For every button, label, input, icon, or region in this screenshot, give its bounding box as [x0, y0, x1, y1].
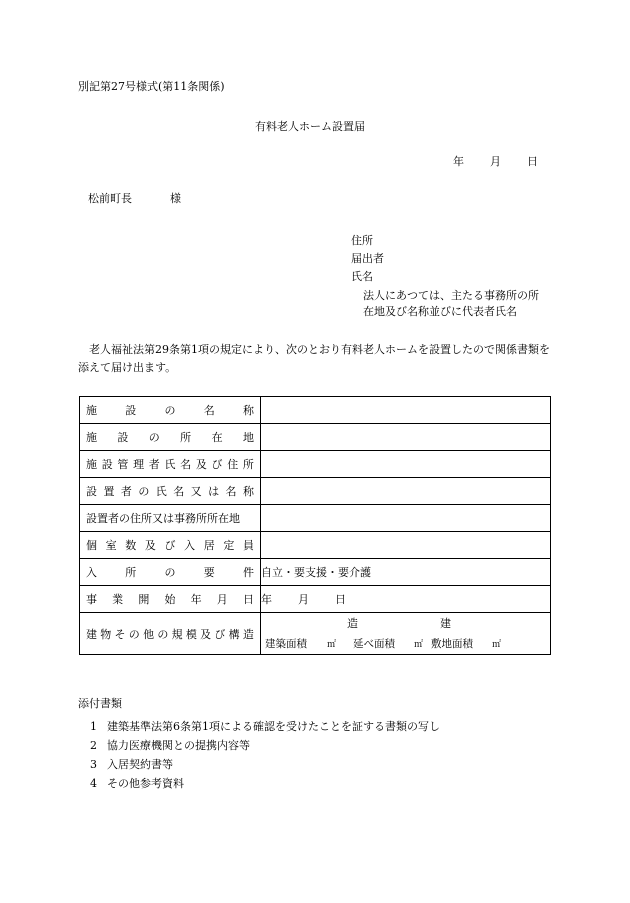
table-label-char: 氏 [164, 458, 176, 471]
table-label-char: び [164, 539, 176, 552]
attachment-item [90, 774, 440, 793]
table-label-char: 名 [203, 404, 215, 417]
table-row-structure [80, 613, 551, 655]
table-label-cell [80, 451, 261, 478]
table-label-char: び [214, 627, 226, 641]
table-label-char: 設 [101, 458, 113, 471]
table-label-char: 居 [203, 539, 215, 552]
building-area-label: 建築面積 [265, 638, 307, 650]
table-label-char: 者 [120, 485, 132, 498]
table-label-char: 員 [243, 539, 254, 552]
table-label-char: 住 [227, 458, 239, 471]
facility-info-table [79, 396, 551, 655]
table-label-cell [80, 505, 261, 532]
addressee [88, 193, 181, 204]
attachment-item [90, 736, 440, 755]
table-label-cell [80, 478, 261, 505]
table-label-char: 室 [105, 539, 117, 552]
table-label-char: そ [114, 627, 126, 641]
attachment-text: 協力医療機関との提携内容等 [107, 739, 250, 752]
attachment-text: 建築基準法第6条第1項による確認を受けたことを証する書類の写し [107, 720, 440, 733]
address-label: 住所 [351, 234, 373, 247]
addressee-suffix: 様 [170, 192, 181, 205]
table-label-char: の [148, 431, 160, 444]
table-value-cell [261, 478, 551, 505]
table-label-char: 定 [223, 539, 235, 552]
table-label-char: の [128, 627, 140, 641]
attachment-text: 入居契約書等 [107, 758, 173, 771]
table-label-char: 数 [125, 539, 137, 552]
table-row [80, 478, 551, 505]
table-row [80, 451, 551, 478]
table-label-cell [80, 397, 261, 424]
floor-area-unit: ㎡ [414, 640, 424, 650]
attachments-list [90, 717, 440, 793]
table-value-cell: 自立・要支援・要介護 [261, 559, 551, 586]
table-label-char: 月 [216, 593, 228, 606]
table-label-char: 業 [112, 593, 124, 606]
table-label-char: 建 [86, 627, 97, 641]
table-label-cell [80, 532, 261, 559]
table-label-char: 称 [243, 404, 254, 417]
attachments-title: 添付書類 [78, 697, 122, 710]
table-label-char: 所 [180, 431, 192, 444]
table-row [80, 424, 551, 451]
table-label-char: 設置者の住所又は事務所所在地 [86, 512, 240, 525]
body-text: 老人福祉法第29条第1項の規定により、次のとおり有料老人ホームを設置したので関係書類を添えて届け出ます。 [78, 343, 550, 374]
building-area-unit: ㎡ [327, 640, 337, 650]
table-value-cell [261, 424, 551, 451]
table-label-char: 設 [125, 404, 137, 417]
notifier-label: 届出者 [351, 252, 384, 265]
date-month-label: 月 [490, 155, 501, 168]
addressee-name: 松前町長 [88, 192, 132, 205]
attachment-number: 4 [90, 777, 97, 790]
applicant-block [351, 232, 384, 286]
table-label-char: 施 [86, 431, 97, 444]
table-label-char: 件 [243, 566, 254, 579]
start-date-year: 年 [261, 593, 272, 606]
table-row-start-date [80, 586, 551, 613]
start-date-value [261, 586, 551, 613]
table-label-char: の [164, 566, 176, 579]
table-value-cell [261, 505, 551, 532]
table-row [80, 559, 551, 586]
date-day-label: 日 [527, 155, 538, 168]
table-label-char: 地 [242, 431, 254, 444]
table-label-char: 及 [144, 539, 156, 552]
table-label-char: 規 [171, 627, 183, 641]
floor-area-label: 延べ面積 [353, 638, 396, 650]
table-row [80, 397, 551, 424]
table-label-char: の [138, 485, 150, 498]
table-label-cell [80, 559, 261, 586]
table-label-char: 模 [185, 627, 197, 641]
table-label-char: 開 [138, 593, 150, 606]
table-label-char: 及 [200, 627, 212, 641]
table-label-char: 氏 [155, 485, 167, 498]
table-label-char: 名 [173, 485, 185, 498]
table-label-char: 名 [180, 458, 192, 471]
attachment-number: 3 [90, 758, 97, 771]
table-label-char: 物 [100, 627, 112, 641]
attachment-text: その他参考資料 [107, 777, 184, 790]
table-value-cell [261, 397, 551, 424]
table-label-char: 年 [190, 593, 202, 606]
table-value-cell [261, 451, 551, 478]
table-label-cell [80, 586, 261, 613]
structure-value [261, 613, 551, 655]
table-label-cell [80, 424, 261, 451]
table-value-cell [261, 532, 551, 559]
table-label-char: の [164, 404, 176, 417]
table-label-char: 称 [242, 485, 254, 498]
table-label-char: び [211, 458, 223, 471]
building-floors-label: 建 [440, 617, 451, 630]
table-label-char: は [208, 485, 220, 498]
table-label-char: 理 [133, 458, 145, 471]
table-label-char: 日 [242, 593, 254, 606]
table-label-char: 事 [86, 593, 97, 606]
table-row [80, 505, 551, 532]
table-label-char: 他 [143, 627, 155, 641]
table-label-char: の [157, 627, 169, 641]
table-label-char: 造 [242, 627, 254, 641]
table-label-char: 者 [148, 458, 160, 471]
table-label-char: 設 [117, 431, 129, 444]
attachment-item [90, 717, 440, 736]
table-label-char: 置 [103, 485, 115, 498]
table-label-char: 入 [184, 539, 196, 552]
corporation-note-line1: 法人にあつては、主たる事務所の所 [363, 289, 539, 302]
table-label-char: 設 [86, 485, 97, 498]
start-date-day: 日 [335, 593, 346, 606]
table-row [80, 532, 551, 559]
site-area-label: 敷地面積 [431, 638, 474, 650]
corporation-note-line2: 在地及び名称並びに代表者氏名 [363, 305, 517, 318]
table-label-char: 所 [242, 458, 254, 471]
document-title: 有料老人ホーム設置届 [255, 120, 365, 133]
attachment-number: 1 [90, 720, 97, 733]
table-label-char: 入 [86, 566, 97, 579]
table-label-char: 要 [203, 566, 215, 579]
construction-type-label: 造 [347, 617, 358, 630]
table-label-char: 管 [117, 458, 129, 471]
submission-date [453, 156, 538, 167]
attachment-number: 2 [90, 739, 97, 752]
site-area-unit: ㎡ [492, 640, 502, 650]
table-label-char: 個 [86, 539, 97, 552]
name-label: 氏名 [351, 270, 373, 283]
start-date-month: 月 [298, 593, 309, 606]
table-label-char: 施 [86, 458, 97, 471]
table-label-char: 名 [225, 485, 237, 498]
form-reference: 別記第27号様式(第11条関係) [78, 80, 225, 93]
corporation-note [363, 288, 539, 320]
table-label-char: 及 [195, 458, 207, 471]
table-label-char: 始 [164, 593, 176, 606]
table-label-char: 構 [228, 627, 240, 641]
date-year-label: 年 [453, 155, 464, 168]
table-label-char: 又 [190, 485, 202, 498]
table-label-char: 施 [86, 404, 97, 417]
table-label-char: 所 [125, 566, 137, 579]
table-label-cell [80, 613, 261, 655]
table-label-char: 在 [211, 431, 223, 444]
attachment-item [90, 755, 440, 774]
